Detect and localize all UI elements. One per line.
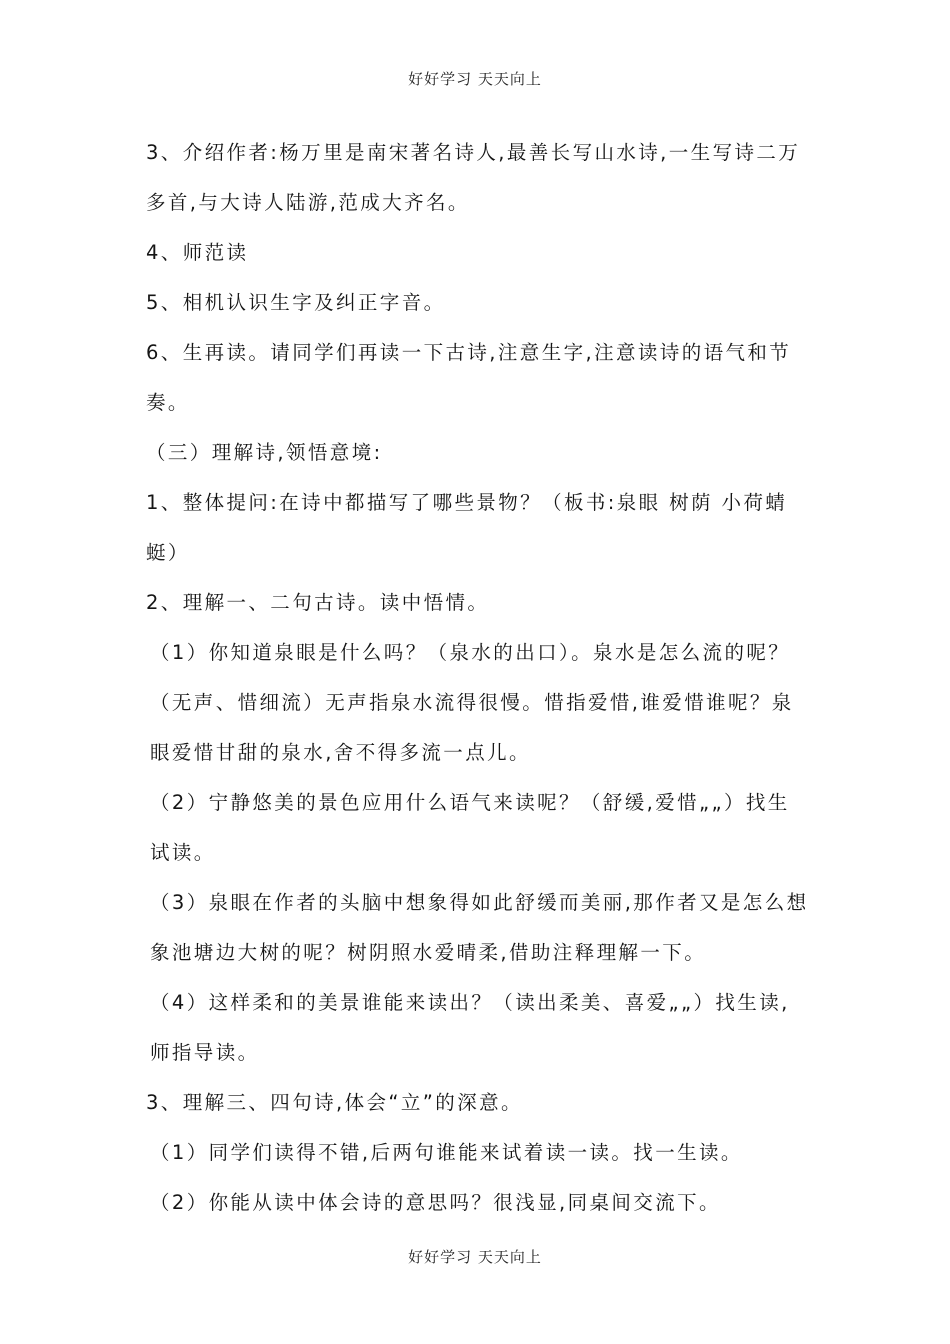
paragraph-lines-three-four: 3、理解三、四句诗,体会“立”的深意。 xyxy=(146,1091,523,1114)
paragraph-overall-question: 1、整体提问:在诗中都描写了哪些景物？（板书:泉眼 树荫 小荷蜻蜓） xyxy=(146,491,788,564)
paragraph-question-3: （3）泉眼在作者的头脑中想象得如此舒缓而美丽,那作者又是怎么想象池塘边大树的呢？树阴照水爱晴柔,借助注释理解一下。 xyxy=(150,891,809,964)
paragraph-question-1: （1）你知道泉眼是什么吗？（泉水的出口）。泉水是怎么流的呢？（无声、惜细流）无声指泉水流得很慢。惜指爱惜,谁爱惜谁呢？泉眼爱惜甘甜的泉水,舍不得多流一点儿。 xyxy=(150,641,794,764)
paragraph-teacher-reading: 4、师范读 xyxy=(146,241,249,264)
paragraph-reread: 6、生再读。请同学们再读一下古诗,注意生字,注意读诗的语气和节奏。 xyxy=(146,341,792,414)
running-footer: 好好学习 天天向上 xyxy=(408,1248,542,1266)
paragraph-lines-one-two: 2、理解一、二句古诗。读中悟情。 xyxy=(146,591,490,614)
paragraph-question-2: （2）宁静悠美的景色应用什么语气来读呢？（舒缓,爱惜„„）找生试读。 xyxy=(150,791,790,864)
section-heading-understanding: （三）理解诗,领悟意境: xyxy=(146,441,383,464)
running-header: 好好学习 天天向上 xyxy=(408,70,542,88)
paragraph-new-characters: 5、相机认识生字及纠正字音。 xyxy=(146,291,446,314)
paragraph-question-4: （4）这样柔和的美景谁能来读出？（读出柔美、喜爱„„）找生读,师指导读。 xyxy=(150,991,790,1064)
paragraph-author-intro: 3、介绍作者:杨万里是南宋著名诗人,最善长写山水诗,一生写诗二万多首,与大诗人陆游,范成大齐名。 xyxy=(146,141,801,214)
document-body xyxy=(146,128,810,1228)
paragraph-subquestion-1: （1）同学们读得不错,后两句谁能来试着读一读。找一生读。 xyxy=(150,1141,743,1164)
paragraph-subquestion-2: （2）你能从读中体会诗的意思吗？很浅显,同桌间交流下。 xyxy=(150,1191,721,1214)
